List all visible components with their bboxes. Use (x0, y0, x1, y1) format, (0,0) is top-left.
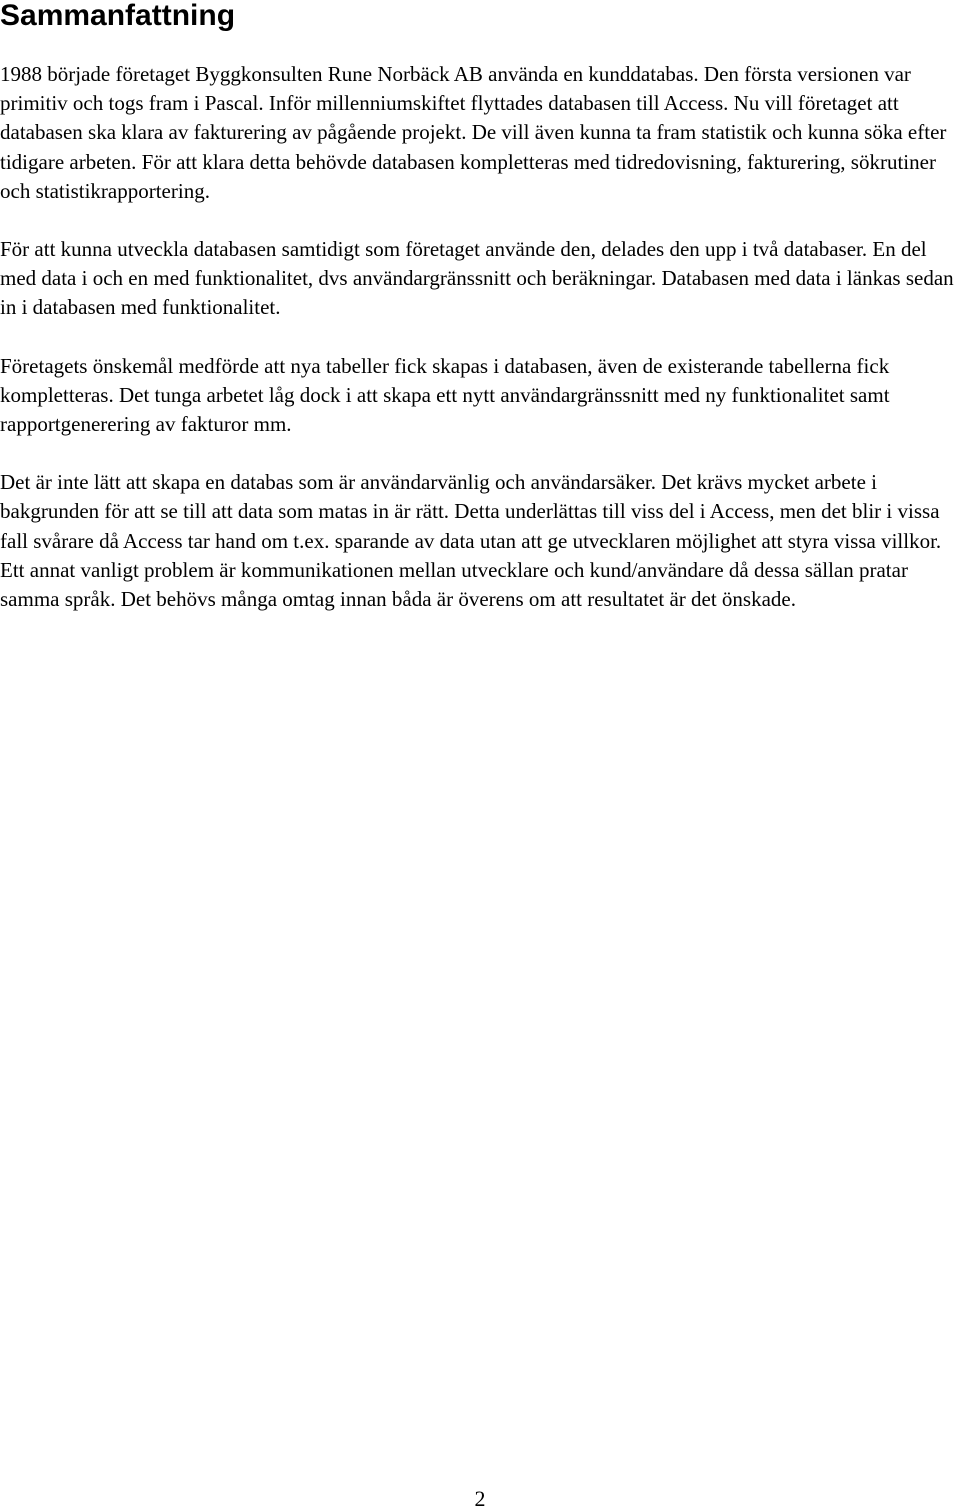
paragraph-2: För att kunna utveckla databasen samtidigt som företaget använde den, delades den upp i två databaser. En del med data i och en med funktionalitet, dvs användargränssnitt och beräkningar. Databasen med data i länkas sedan in i databasen med funktionalitet. (0, 237, 954, 320)
paragraph-3: Företagets önskemål medförde att nya tabeller fick skapas i databasen, även de existerande tabellerna fick kompletteras. Det tunga arbetet låg dock i att skapa ett nytt användargränssnitt med ny funktionalitet samt rapportgenerering av fakturor mm. (0, 353, 890, 437)
document-body (0, 60, 958, 643)
paragraph-4: Det är inte lätt att skapa en databas som är användarvänlig och användarsäker. Det krävs mycket arbete i bakgrunden för att se till att data som matas in är rätt. Detta underlättas till viss del i Access, men det blir i vissa fall svårare då Access tar hand om t.ex. sparande av data utan att ge utvecklaren möjlighet att styra vissa villkor. Ett annat vanligt problem är kommunikationen mellan utvecklare och kund/användare då dessa sällan pratar samma språk. Det behövs många omtag innan båda är överens om att resultatet är det önskade. (0, 470, 942, 612)
page-title: Sammanfattning (0, 0, 236, 32)
page-number: 2 (474, 1486, 486, 1511)
paragraph-1: 1988 började företaget Byggkonsulten Rune Norbäck AB använda en kunddatabas. Den första versionen var primitiv och togs fram i Pascal. Inför millenniumskiftet flyttades databasen till Access. Nu vill företaget att databasen ska klara av fakturering av pågående projekt. De vill även kunna ta fram statistik och kunna söka efter tidigare arbeten. För att klara detta behövde databasen kompletteras med tidredovisning, fakturering, sökrutiner och statistikrapportering. (0, 62, 947, 203)
